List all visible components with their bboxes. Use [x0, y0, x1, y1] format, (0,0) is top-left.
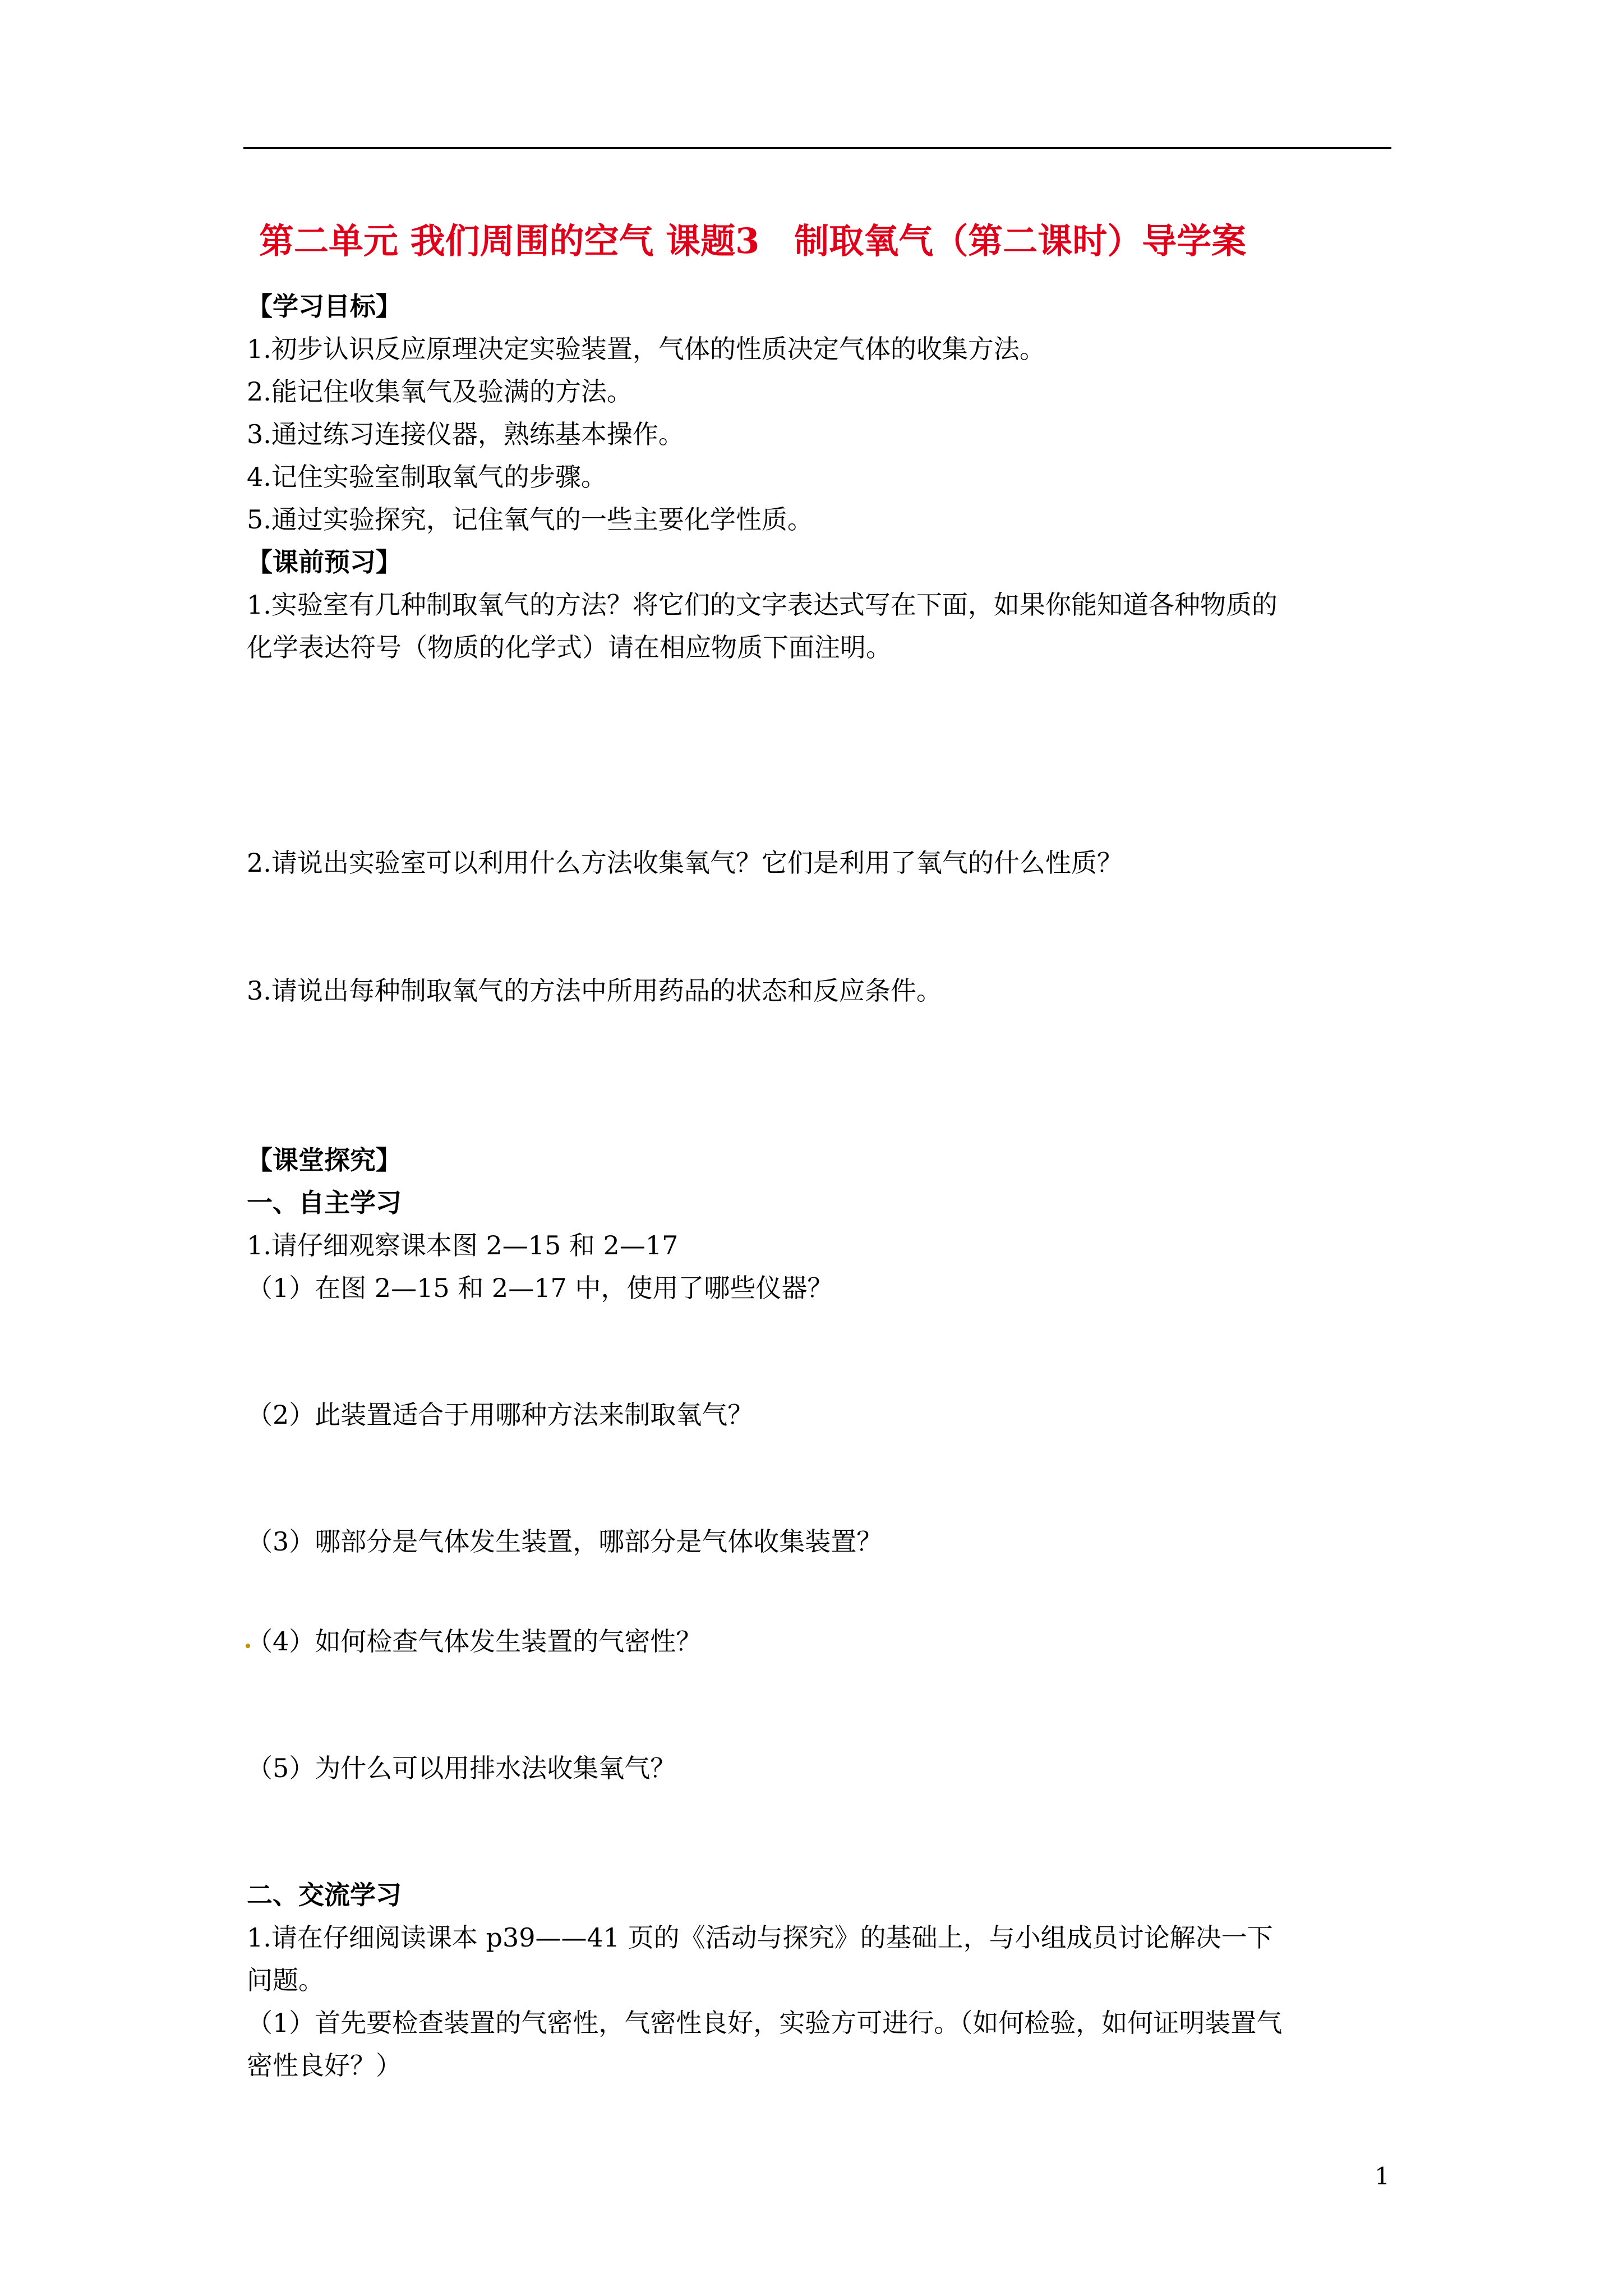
preview-question-1-continued: 化学表达符号（物质的化学式）请在相应物质下面注明。 [247, 632, 892, 662]
exchange-heading: 二、交流学习 [247, 1880, 402, 1910]
exchange-intro-continued: 问题。 [247, 1965, 324, 1995]
preview-question-2: 2.请说出实验室可以利用什么方法收集氧气？它们是利用了氧气的什么性质？ [247, 848, 1123, 878]
preview-question-3: 3.请说出每种制取氧气的方法中所用药品的状态和反应条件。 [247, 976, 942, 1006]
self-study-heading: 一、自主学习 [247, 1188, 402, 1218]
objective-item: 3.通过练习连接仪器，熟练基本操作。 [247, 419, 684, 449]
objective-item: 1.初步认识反应原理决定实验装置，气体的性质决定气体的收集方法。 [247, 334, 1045, 364]
objective-item: 5.通过实验探究，记住氧气的一些主要化学性质。 [247, 504, 813, 535]
exchange-question-1-continued: 密性良好？） [247, 2050, 402, 2081]
self-study-question: （1）在图 2—15 和 2—17 中，使用了哪些仪器？ [247, 1273, 833, 1303]
objectives-heading: 【学习目标】 [247, 291, 402, 321]
exchange-question-1: （1）首先要检查装置的气密性，气密性良好，实验方可进行。（如何检验，如何证明装置气 [247, 2008, 1283, 2038]
objective-item: 2.能记住收集氧气及验满的方法。 [247, 376, 633, 407]
objective-item: 4.记住实验室制取氧气的步骤。 [247, 462, 607, 492]
self-study-question: （2）此装置适合于用哪种方法来制取氧气？ [247, 1400, 754, 1430]
self-study-question: （5）为什么可以用排水法收集氧气？ [247, 1753, 676, 1783]
self-study-question: （4）如何检查气体发生装置的气密性？ [247, 1626, 702, 1657]
classroom-heading: 【课堂探究】 [247, 1145, 402, 1175]
document-title: 第二单元 我们周围的空气 课题3 制取氧气（第二课时）导学案 [259, 220, 1247, 261]
exchange-intro: 1.请在仔细阅读课本 p39——41 页的《活动与探究》的基础上，与小组成员讨论解决一下 [247, 1922, 1273, 1953]
page-number: 1 [1375, 2162, 1390, 2190]
preview-heading: 【课前预习】 [247, 547, 402, 577]
self-study-intro: 1.请仔细观察课本图 2—15 和 2—17 [247, 1230, 679, 1260]
header-rule [243, 147, 1391, 149]
preview-question-1: 1.实验室有几种制取氧气的方法？将它们的文字表达式写在下面，如果你能知道各种物质的 [247, 590, 1278, 620]
self-study-question: （3）哪部分是气体发生装置，哪部分是气体收集装置？ [247, 1526, 883, 1557]
